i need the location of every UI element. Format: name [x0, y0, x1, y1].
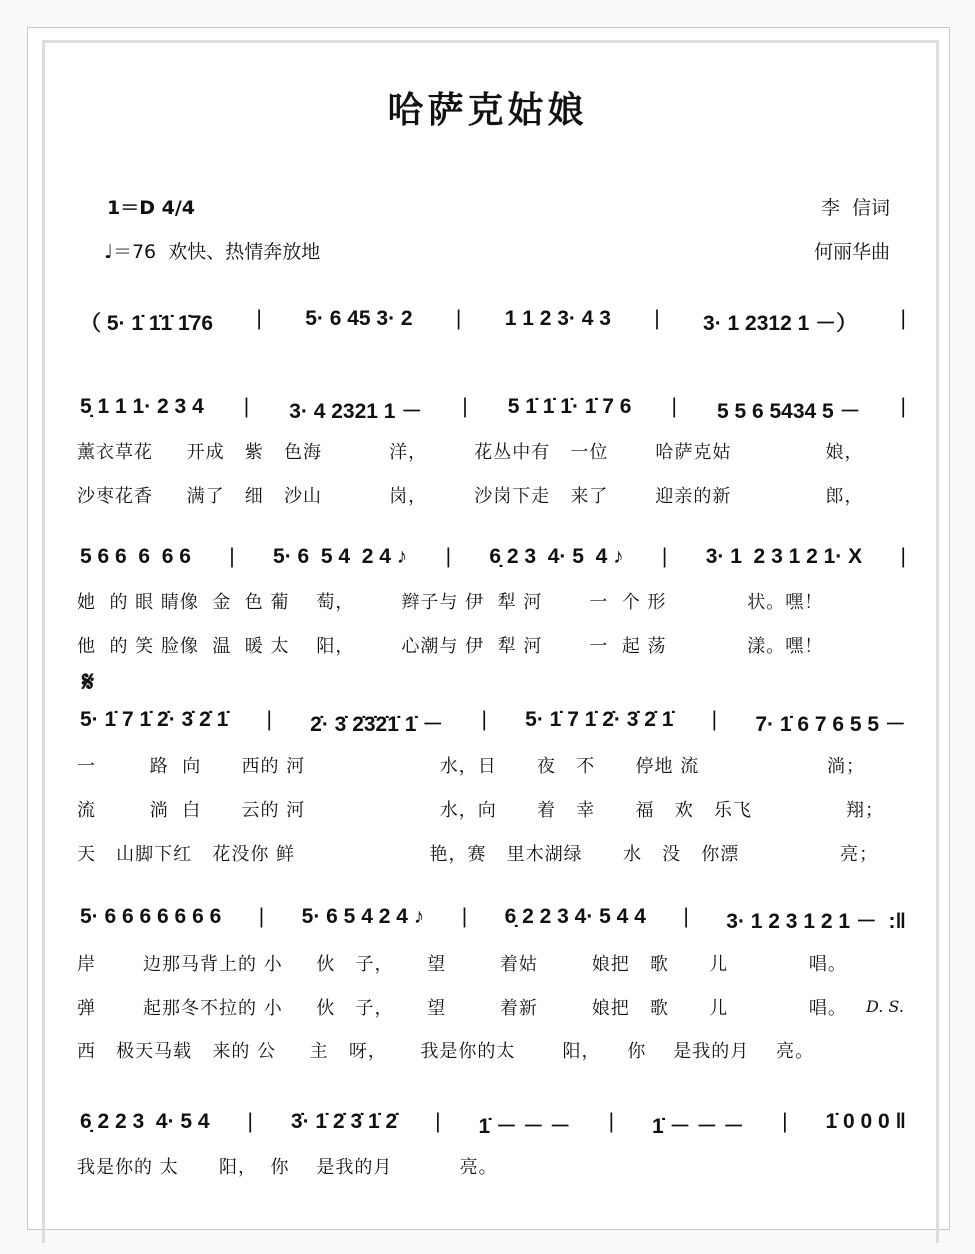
notation-line — [80, 545, 906, 569]
barline: | — [608, 1110, 615, 1133]
lyricist-credit: 李 信词 — [820, 197, 890, 219]
barline: | — [435, 1110, 441, 1133]
measure: 1̇ － － － — [651, 1115, 745, 1138]
lyric-line: 西 极天马载 来的 公 主 呀， 我是你的太 阳， 你 是我的月 亮。 — [77, 1041, 815, 1062]
lyric-line: 她 的 眼 睛像 金 色 葡 萄， 辫子与 伊 犁 河 一 个 形 状。嘿！ — [77, 592, 824, 613]
barline: | — [258, 905, 265, 928]
segno-icon: 𝄋 — [82, 665, 95, 698]
measure: 5 5 6 5434 5 － — [716, 400, 861, 423]
barline: | — [455, 307, 462, 330]
barline: | — [683, 905, 689, 928]
barline: | — [900, 307, 906, 330]
measure: 6̣ 2 2 3 4· 5 4 — [80, 1110, 210, 1133]
lyric-line: 他 的 笑 脸像 温 暖 太 阳， 心潮与 伊 犁 河 一 起 荡 漾。嘿！ — [77, 636, 824, 657]
barline: | — [671, 395, 677, 418]
barline: | — [782, 1110, 788, 1133]
song-title: 哈萨克姑娘 — [387, 89, 588, 131]
notation-line — [80, 708, 906, 738]
measure: 5· 6 6 6 6 6 6 6 — [80, 905, 222, 928]
barline: | — [654, 307, 660, 330]
measure: 5 6 6 6 6 6 — [80, 545, 191, 568]
measure: 5· 1̇ 7 1̇ 2̇· 3̇ 2̇ 1̇ — [80, 708, 229, 731]
notation-line — [80, 395, 906, 425]
dal-segno-marking: D. S. — [866, 997, 904, 1016]
notation-line — [80, 905, 906, 935]
lyric-line: 沙枣花香 满了 细 沙山 岗， 沙岗下走 来了 迎亲的新 郎， — [77, 486, 864, 507]
barline: | — [247, 1110, 253, 1133]
measure: 5· 6 5 4 2 4 ♪ — [273, 545, 408, 568]
barline: | — [462, 395, 468, 418]
measure: 7· 1̇ 6 7 6 5 5 － — [755, 713, 906, 736]
lyric-line: 岸 边那马背上的 小 伙 子， 望 着姑 娘把 歌 儿 唱。 — [77, 954, 847, 975]
measure: 5· 1̇ 7 1̇ 2̇· 3̇ 2̇ 1̇ — [525, 708, 674, 731]
measure: 6̣ 2 3 4· 5 4 ♪ — [489, 545, 624, 568]
barline: | — [661, 545, 668, 568]
barline: | — [266, 708, 272, 731]
measure: 3̇· 1̇ 2̇ 3̇ 1̇ 2̇ — [290, 1110, 398, 1133]
measure: 1̇ 0 0 0 ‖ — [825, 1110, 906, 1133]
composer-credit: 何丽华曲 — [813, 241, 890, 263]
measure: 5 1̇ 1̇ 1̇· 1̇ 7 6 — [507, 395, 632, 418]
lyric-line: 天 山脚下红 花没你 鲜 艳，赛 里木湖绿 水 没 你漂 亮； — [77, 844, 879, 865]
measure: 5· 6 45 3· 2 — [305, 307, 413, 330]
measure: 3· 1 2312 1 －） — [703, 312, 858, 335]
measure: 5· 6 5 4 2 4 ♪ — [301, 905, 425, 928]
tempo-marking: ♩＝76 欢快、热情奔放地 — [104, 241, 321, 263]
measure: 3· 1 2 3 1 2 1 － :‖ — [726, 910, 906, 933]
barline: | — [900, 545, 906, 568]
barline: | — [900, 395, 906, 418]
barline: | — [461, 905, 468, 928]
lyric-line: 薰衣草花 开成 紫 色海 洋， 花丛中有 一位 哈萨克姑 娘， — [77, 442, 864, 463]
barline: | — [243, 395, 250, 418]
lyric-line: 我是你的 太 阳， 你 是我的月 亮。 — [77, 1157, 498, 1178]
lyric-line: 流 淌 白 云的 河 水，向 着 幸 福 欢 乐飞 翔； — [77, 800, 884, 821]
lyric-line: 一 路 向 西的 河 水，日 夜 不 停地 流 淌； — [77, 756, 865, 777]
barline: | — [229, 545, 235, 568]
lyric-line: 弹 起那冬不拉的 小 伙 子， 望 着新 娘把 歌 儿 唱。 — [77, 998, 847, 1019]
key-signature: 1＝D 4/4 — [107, 197, 195, 219]
measure: 1̇ － － － — [478, 1115, 571, 1138]
measure: 6̣ 2 2 3 4· 5 4 4 — [504, 905, 646, 928]
barline: | — [711, 708, 718, 731]
barline: | — [445, 545, 452, 568]
measure: 2̇· 3̇ 2̇3̇2̇1̇ 1̇ － — [310, 713, 444, 736]
barline: | — [481, 708, 487, 731]
measure: 3· 4 2321 1 － — [289, 400, 423, 423]
notation-line — [80, 1110, 906, 1140]
notation-line — [80, 307, 906, 337]
measure: 5̣ 1 1 1· 2 3 4 — [80, 395, 204, 418]
barline: | — [256, 307, 262, 330]
measure: （ 5· 1̇ 1̇1̇ 1̇76 — [80, 312, 214, 335]
measure: 3· 1 2 3 1 2 1· X — [705, 545, 863, 568]
measure: 1 1 2 3· 4 3 — [504, 307, 611, 330]
